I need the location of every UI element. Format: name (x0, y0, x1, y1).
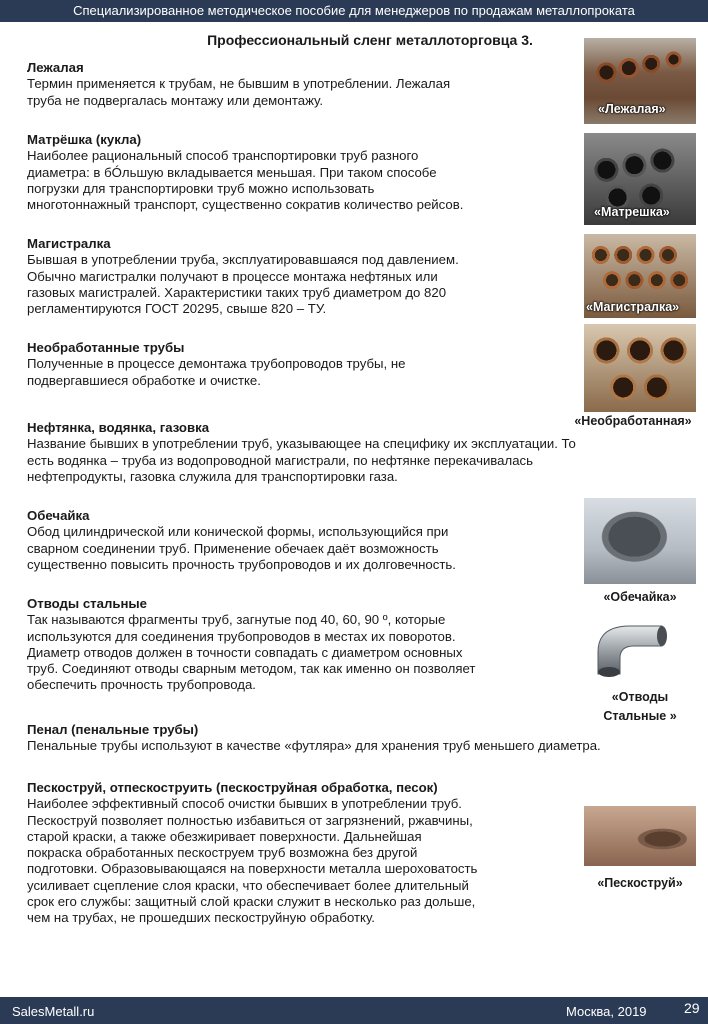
section-line: Обод цилиндрической или конической формы, использующийся при (27, 524, 449, 540)
footer-city-year: Москва, 2019 (566, 1004, 647, 1019)
photo-caption: «Необработанная» (574, 414, 692, 428)
photo-otvody (590, 618, 690, 680)
section-heading: Лежалая (27, 60, 84, 75)
section-line: используются для соединения трубопроводов в местах их поворотов. (27, 628, 456, 644)
section-line: чем на трубах, не прошедших пескоструйную обработку. (27, 910, 375, 926)
section-peskostruy (27, 780, 477, 927)
section-line: обеспечить прочность трубопровода. (27, 677, 256, 693)
section-line: Термин применяется к трубам, не бывшим в употреблении. Лежалая (27, 76, 451, 92)
section-line: Пенальные трубы используют в качестве «футляра» для хранения труб меньшего диаметра. (27, 738, 601, 754)
photo-caption: Стальные » (603, 709, 677, 723)
section-line: сварном соединении труб. Применение обечаек даёт возможность (27, 540, 439, 556)
section-magistralka (27, 236, 459, 317)
photo-lezhalaya (584, 38, 696, 124)
section-otvody (27, 596, 475, 694)
section-heading: Нефтянка, водянка, газовка (27, 420, 210, 435)
section-heading: Магистралка (27, 236, 111, 251)
section-heading: Обечайка (27, 508, 90, 523)
section-line: подвергавшиеся обработке и очистке. (27, 372, 261, 388)
section-line: подготовки. Образовывающаяся на поверхности металла шероховатость (27, 861, 478, 877)
section-line: существенно повысить прочность трубопроводов и их долговечность. (27, 556, 456, 572)
section-line: Бывшая в употреблении труба, эксплуатировавшаяся под давлением. (27, 252, 459, 268)
photo-matreshka (584, 133, 696, 225)
section-line: газовых магистралей. Характеристики таких труб диаметром до 820 (27, 284, 447, 300)
section-matreshka (27, 132, 463, 213)
section-line: усиливает сцепление слоя краски, что обеспечивает более длительный (27, 877, 469, 893)
photo-magistralka (584, 234, 696, 318)
photo-peskostruy (584, 806, 696, 866)
section-line: Так называются фрагменты труб, загнутые под 40, 60, 90 º, которые (27, 612, 446, 628)
photo-caption: «Обечайка» (603, 590, 677, 604)
section-line: Название бывших в употреблении труб, указывающее на специфику их эксплуатации. То (27, 436, 576, 452)
footer-site: SalesMetall.ru (12, 1004, 95, 1019)
section-penal (27, 722, 601, 755)
photo-caption: «Пескоструй» (597, 876, 683, 890)
page-footer (0, 997, 708, 1024)
section-line: есть водянка – труба из водопроводной магистрали, по нефтянке перекачивалась (27, 452, 533, 468)
section-line: многотоннажный транспорт, существенно сократив количество рейсов. (27, 197, 464, 213)
section-line: нефтепродукты, газовка служила для транспортировки газа. (27, 468, 398, 484)
page-header: Специализированное методическое пособие для менеджеров по продажам металлопроката (0, 0, 708, 22)
page-number: 29 (684, 1000, 700, 1016)
section-line: труб. Соединяют отводы сварным методом, так как именно он позволяет (27, 661, 476, 677)
section-line: Обычно магистралки получают в процессе монтажа нефтяных или (27, 268, 438, 284)
photo-caption: «Лежалая» (598, 102, 666, 116)
photo-caption: «Магистралка» (586, 300, 680, 314)
section-line: Наиболее рациональный способ транспортировки труб разного (27, 148, 419, 164)
section-line: Диаметр отводов должен в точности совпадать с диаметром основных (27, 644, 463, 660)
section-neobrabotannye (27, 340, 405, 389)
section-line: диаметра: в бÓльшую вкладывается меньшая. При таком способе (27, 164, 437, 180)
section-heading: Матрёшка (кукла) (27, 132, 142, 147)
section-heading: Пескоструй, отпескоструить (пескоструйная обработка, песок) (27, 780, 438, 795)
section-line: регламентируются ГОСТ 20295, свыше 820 – ТУ. (27, 301, 327, 317)
elbow-pipe-icon (590, 618, 690, 680)
section-line: Пескоструй позволяет полностью избавиться от загрязнений, ржавчины, (27, 812, 473, 828)
section-lezhalaya (27, 60, 450, 109)
section-obechayka (27, 508, 456, 573)
section-heading: Отводы стальные (27, 596, 148, 611)
section-heading: Пенал (пенальные трубы) (27, 722, 199, 737)
section-line: старой краски, а также обезжиривает поверхности. Дальнейшая (27, 828, 422, 844)
section-line: Наиболее эффективный способ очистки бывших в употреблении труб. (27, 796, 462, 812)
section-line: труба не подвергалась монтажу или демонтажу. (27, 92, 323, 108)
section-neftyanka (27, 420, 576, 485)
section-line: срок его службы: защитный слой краски служит в несколько раз дольше, (27, 894, 476, 910)
photo-caption: «Матрешка» (594, 205, 670, 219)
section-line: погрузки для транспортировки труб можно использовать (27, 180, 375, 196)
page-title: Профессиональный сленг металлоторговца 3. (207, 32, 533, 48)
section-line: покраска обработанных пескоструем труб возможна без другой (27, 845, 418, 861)
section-heading: Необработанные трубы (27, 340, 185, 355)
section-line: Полученные в процессе демонтажа трубопроводов трубы, не (27, 356, 406, 372)
photo-neobrabotannaya (584, 324, 696, 412)
photo-caption: «Отводы (611, 690, 669, 704)
photo-obechayka (584, 498, 696, 584)
